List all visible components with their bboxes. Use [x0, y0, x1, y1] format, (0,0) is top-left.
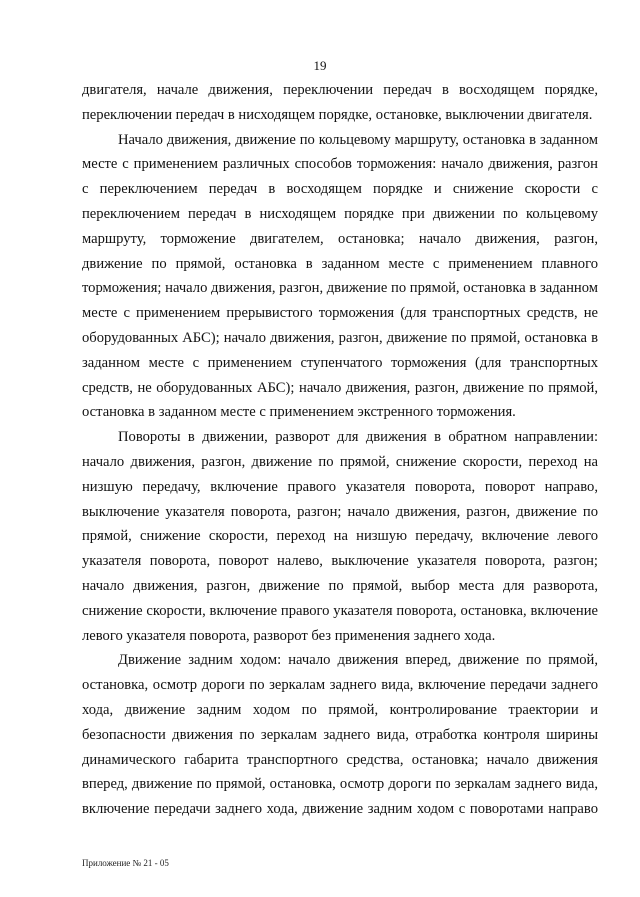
paragraph-1: двигателя, начале движения, переключении передач в восходящем порядке, переключении передач в нисходящем порядке, остановке, выключении двигателя.: [82, 82, 598, 123]
footer-note: Приложение № 21 - 05: [82, 858, 169, 868]
paragraph-4: Движение задним ходом: начало движения вперед, движение по прямой, остановка, осмотр дороги по зеркалам заднего вида, включение передачи заднего хода, движение задним ходом по прямой, контролирование траектории и безопасности движения по зеркалам заднего вида, отработка контроля ширины динамического габарита транспортного средства, остановка; начало движения вперед, движение по прямой, остановка, осмотр дороги по зеркалам заднего вида, включение передачи заднего хода, движение задним ходом с поворотами направо: [82, 652, 598, 818]
document-body: [82, 78, 598, 822]
paragraph-2: Начало движения, движение по кольцевому маршруту, остановка в заданном месте с применением различных способов торможения: начало движения, разгон с переключением передач в восходящем порядке и снижение скорости с переключением передач в нисходящем порядке при движении по кольцевому маршруту, торможение двигателем, остановка; начало движения, разгон, движение по прямой, остановка в заданном месте с применением плавного торможения; начало движения, разгон, движение по прямой, остановка в заданном месте с применением прерывистого торможения (для транспортных средств, не оборудованных АБС); начало движения, разгон, движение по прямой, остановка в заданном месте с применением ступенчатого торможения (для транспортных средств, не оборудованных АБС); начало движения, разгон, движение по прямой, остановка в заданном месте с применением экстренного торможения.: [82, 131, 598, 421]
page-number: 19: [313, 58, 327, 73]
paragraph-3: Повороты в движении, разворот для движения в обратном направлении: начало движения, разгон, движение по прямой, снижение скорости, переход на низшую передачу, включение правого указателя поворота, поворот направо, выключение указателя поворота, разгон; начало движения, разгон, движение по прямой, снижение скорости, переход на низшую передачу, включение левого указателя поворота, поворот налево, выключение указателя поворота, разгон; начало движения, разгон, движение по прямой, выбор места для разворота, снижение скорости, включение правого указателя поворота, остановка, включение левого указателя поворота, разворот без применения заднего хода.: [82, 429, 598, 644]
